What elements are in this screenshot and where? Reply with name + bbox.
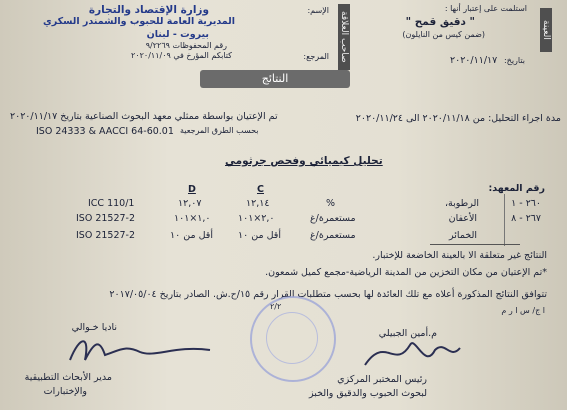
row-value-d: أقل من ١٠ bbox=[170, 230, 213, 241]
results-banner: النتائج bbox=[200, 70, 350, 88]
sampling-info: تم الإعتيان بواسطة ممثلي معهد البحوث الصناعية بتاريخ ٢٠٢٠/١١/١٧ bbox=[10, 111, 278, 122]
row-method: ISO 21527-2 bbox=[76, 230, 136, 241]
analysis-period: مدة اجراء التحليل: من ٢٠٢٠/١١/١٨ الى ٢٠٢٠/١١/٢٤ bbox=[355, 113, 561, 124]
row-unit: مستعمرة/غ bbox=[310, 230, 356, 241]
table-divider bbox=[504, 194, 505, 246]
row-value-c: أقل من ١٠ bbox=[238, 230, 281, 241]
sample-tab: العينة bbox=[540, 8, 552, 52]
owner-tab: صاحب العلاقة bbox=[338, 4, 350, 70]
row-number: ٢٦٧ - ٨ bbox=[511, 213, 541, 224]
sample-name: " دقيق قمح " bbox=[405, 16, 475, 28]
note-scope: النتائج غير متعلقة الا بالعينة الخاضعة للإختبار. bbox=[372, 250, 547, 261]
row-unit: مستعمرة/غ bbox=[310, 213, 356, 224]
official-stamp bbox=[250, 296, 336, 382]
archive-number: رقم المحفوظات ٩/٢٢٦٩ bbox=[145, 41, 227, 50]
right-signatory-title-2: لبحوث الحبوب والدقيق والخبز bbox=[309, 388, 427, 399]
reference-label: المرجع: bbox=[303, 52, 329, 61]
note-compliance: تتوافق النتائج المذكورة أعلاه مع تلك العائدة لها بحسب متطلبات القرار رقم ١٥/ح.ش. الصادر بتاريخ ٢٠١٧/٠٥/٠٤ bbox=[109, 289, 547, 300]
note-sampling-location: *تم الإعتيان من مكان التخزين من المدينة الرياضية-مجمع كميل شمعون. bbox=[265, 267, 547, 278]
ministry-name: وزارة الإقتصاد والتجارة bbox=[88, 4, 209, 16]
received-label: استلمت على إعتبار أنها : bbox=[444, 4, 527, 13]
row-value-d: ١٢,٠٧ bbox=[178, 198, 202, 209]
row-method: ISO 21527-2 bbox=[76, 213, 136, 224]
right-signature bbox=[355, 330, 465, 375]
row-value-c: ١٢,١٤ bbox=[246, 198, 270, 209]
institute-number-header: رقم المعهد: bbox=[488, 183, 545, 194]
row-method: ICC 110/1 bbox=[88, 198, 135, 209]
right-signatory-title: رئيس المختبر المركزي bbox=[337, 374, 427, 385]
date-label: بتاريخ: bbox=[503, 56, 525, 65]
left-signatory-title: مدير الأبحاث التطبيقية bbox=[24, 372, 112, 383]
row-parameter: الخمائر bbox=[449, 230, 477, 241]
row-parameter: الرطوبة، bbox=[444, 198, 479, 209]
left-signatory-name: ناديا خـوالي bbox=[71, 322, 117, 333]
table-underline bbox=[430, 244, 520, 245]
row-value-d: ١,٠×١٠١ bbox=[174, 213, 211, 224]
column-c-header: C bbox=[257, 184, 264, 195]
left-signatory-title-2: والإختبارات bbox=[43, 386, 87, 397]
right-signatory-name: م.أمين الجبيلي bbox=[378, 328, 437, 339]
methods: ISO 24333 & AACCI 64-60.01 bbox=[36, 126, 174, 137]
city: بيروت - لبنان bbox=[146, 29, 209, 40]
row-number: ٢٦٠ - ١ bbox=[511, 198, 541, 209]
letter-date: كتابكم المؤرخ في ٢٠٢٠/١١/٠٩ bbox=[131, 51, 232, 60]
name-label: الإسم: bbox=[307, 6, 329, 15]
methods-label: بحسب الطرق المرجعية bbox=[180, 126, 259, 135]
row-parameter: الأعفان bbox=[448, 213, 477, 224]
column-d-header: D bbox=[188, 184, 196, 195]
sample-description: (ضمن كيس من النايلون) bbox=[402, 30, 485, 39]
table-title: تحليل كيميائي وفحص جرثومي bbox=[225, 155, 383, 167]
directorate-name: المديرية العامة للحبوب والشمندر السكري bbox=[42, 16, 235, 27]
left-signature bbox=[65, 330, 215, 370]
initials: ا ج/ س ا ر م bbox=[501, 306, 545, 315]
page-number: ٢/٢ bbox=[270, 302, 282, 311]
row-unit: % bbox=[326, 198, 336, 209]
row-value-c: ٢,٠×١٠١ bbox=[238, 213, 275, 224]
received-date: ٢٠٢٠/١١/١٧ bbox=[450, 55, 498, 66]
